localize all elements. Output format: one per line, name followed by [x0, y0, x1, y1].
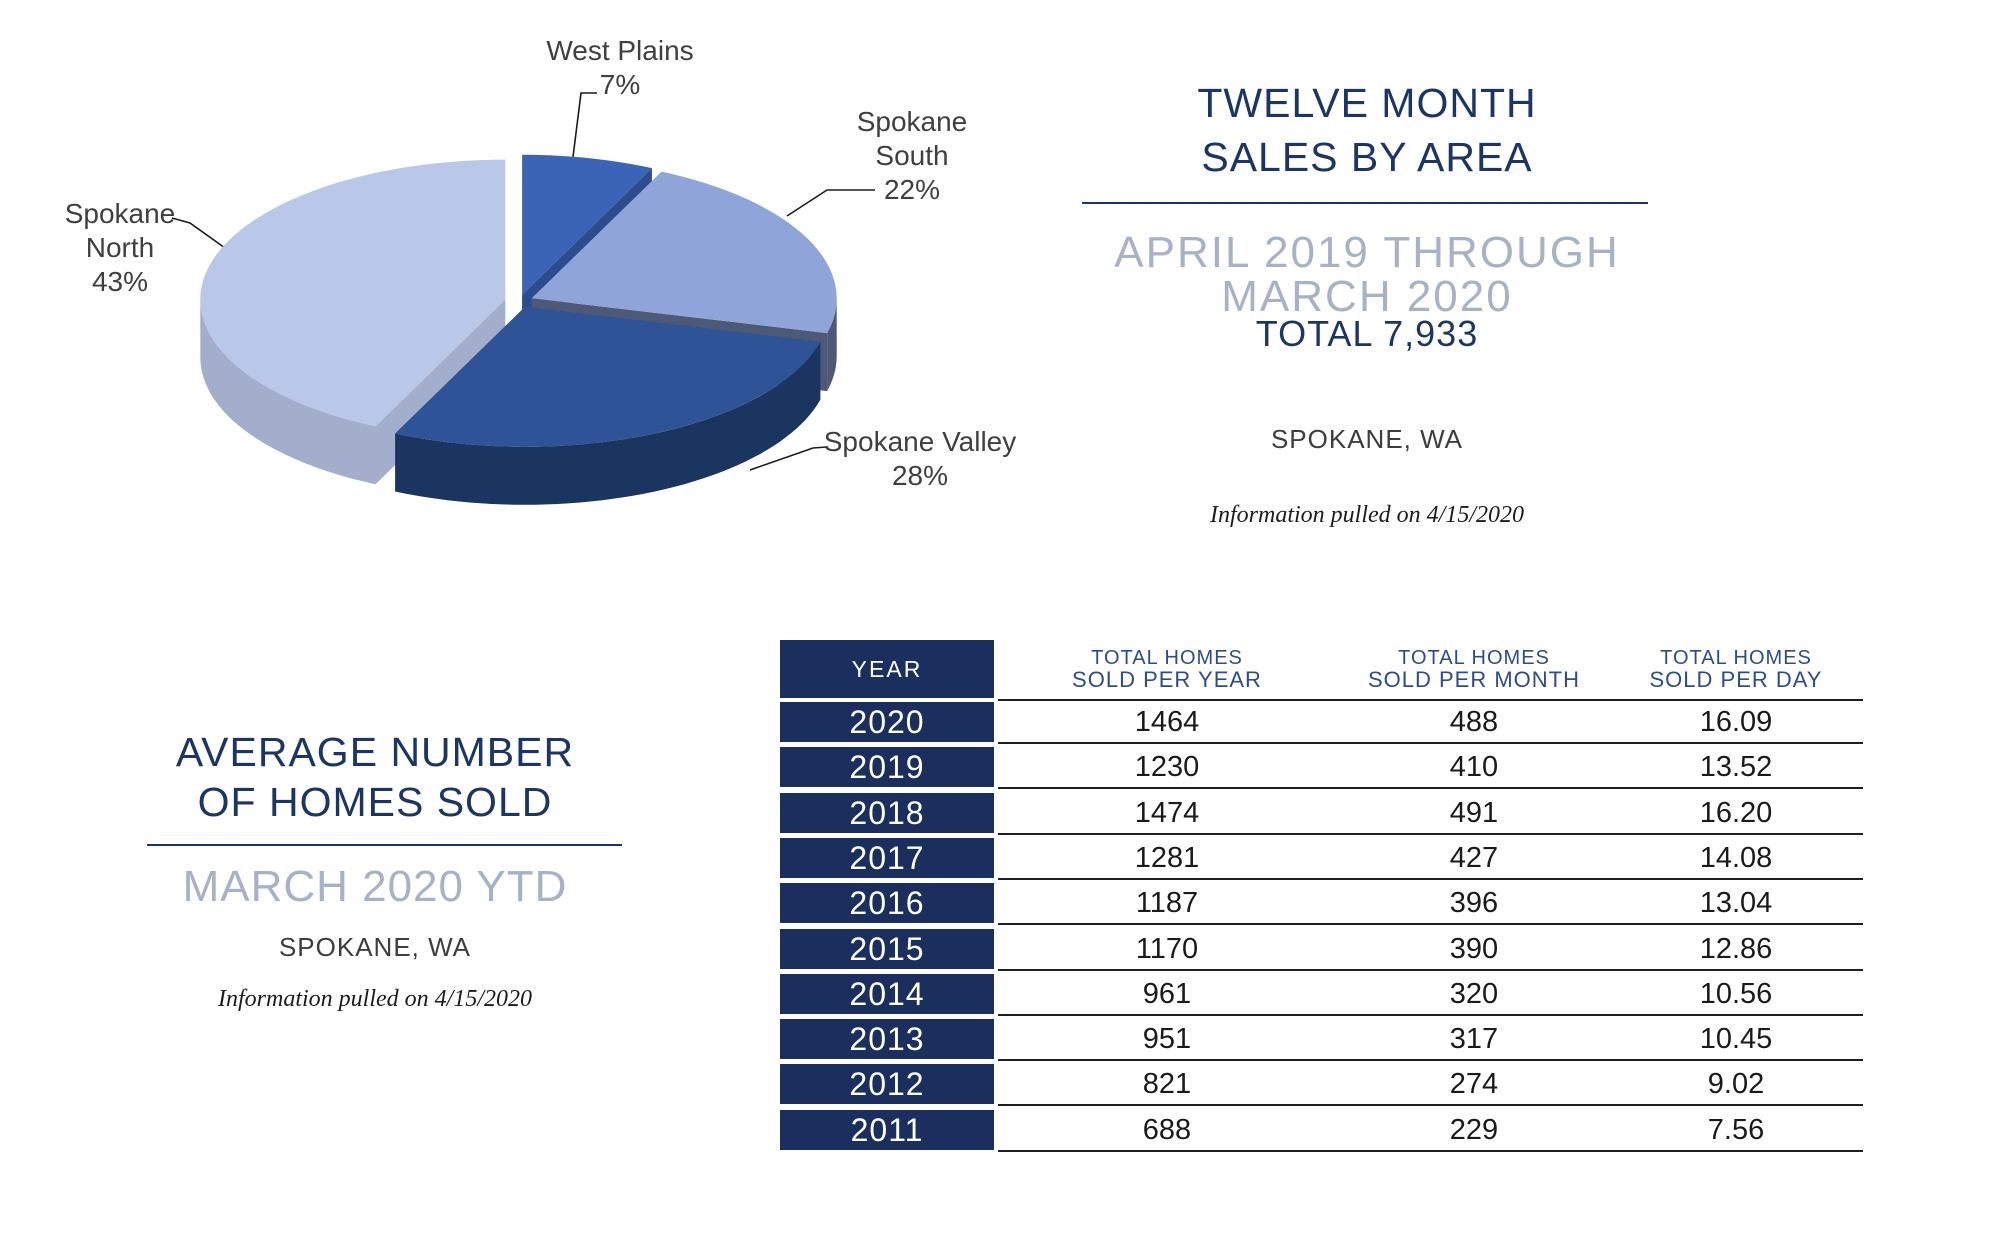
row-separator [998, 969, 1863, 971]
cell-per-year: 1230 [1134, 751, 1200, 783]
table-header-per-month [1324, 640, 1624, 698]
header-line: SOLD PER YEAR [1072, 667, 1262, 692]
year-cell: 2017 [780, 838, 994, 878]
slice-percent: 7% [599, 69, 641, 100]
year-cell: 2014 [780, 974, 994, 1014]
cell-per-month: 488 [1449, 706, 1499, 738]
cell-per-month: 491 [1449, 797, 1499, 829]
slice-name: Spokane South [856, 106, 968, 171]
row-separator [998, 833, 1863, 835]
slice-name: Spokane North [64, 198, 176, 263]
cell-per-year: 688 [1142, 1114, 1192, 1146]
table-header-per-year [1017, 640, 1317, 698]
title-line: AVERAGE NUMBER [175, 729, 575, 775]
cell-per-month: 274 [1449, 1068, 1499, 1100]
year-cell: 2013 [780, 1019, 994, 1059]
cell-per-day: 9.02 [1707, 1068, 1765, 1100]
pie-panel-divider [1082, 202, 1648, 204]
row-separator [998, 1014, 1863, 1016]
cell-per-day: 12.86 [1699, 933, 1773, 965]
row-separator [998, 1104, 1863, 1106]
table-header-year: YEAR [780, 640, 994, 698]
header-line: TOTAL HOMES [1398, 647, 1550, 669]
cell-per-month: 396 [1449, 887, 1499, 919]
row-separator [998, 742, 1863, 744]
header-line: TOTAL HOMES [1091, 647, 1243, 669]
title-line: SALES BY AREA [1201, 134, 1533, 180]
pie-panel-subtitle [1067, 228, 1667, 321]
year-cell: 2012 [780, 1064, 994, 1104]
slice-percent: 22% [883, 174, 941, 205]
cell-per-month: 390 [1449, 933, 1499, 965]
avg-panel-location: SPOKANE, WA [278, 932, 472, 962]
title-line: OF HOMES SOLD [197, 779, 553, 825]
header-line: SOLD PER MONTH [1367, 667, 1581, 692]
header-line: TOTAL HOMES [1660, 647, 1812, 669]
year-cell: 2019 [780, 747, 994, 787]
cell-per-month: 320 [1449, 978, 1499, 1010]
cell-per-day: 10.45 [1699, 1023, 1773, 1055]
row-separator [998, 787, 1863, 789]
avg-panel-title [75, 727, 675, 827]
cell-per-day: 16.09 [1699, 706, 1773, 738]
avg-panel-divider [147, 844, 622, 846]
row-separator [998, 878, 1863, 880]
cell-per-month: 410 [1449, 751, 1499, 783]
slice-name: West Plains [546, 35, 694, 66]
table-header-underline [998, 699, 1863, 701]
pie-label-spokane-north [45, 197, 195, 299]
cell-per-year: 1464 [1134, 706, 1200, 738]
subtitle-line: MARCH 2020 [1221, 272, 1513, 321]
year-cell: 2018 [780, 793, 994, 833]
cell-per-year: 951 [1142, 1023, 1192, 1055]
cell-per-year: 1281 [1134, 842, 1200, 874]
year-cell: 2015 [780, 929, 994, 969]
pie-panel-title [1067, 76, 1667, 184]
pie-panel-location: SPOKANE, WA [1270, 424, 1464, 454]
cell-per-year: 1474 [1134, 797, 1200, 829]
table-header-per-day [1586, 640, 1886, 698]
cell-per-day: 7.56 [1707, 1114, 1765, 1146]
leader-line-west-plains [573, 93, 597, 157]
slice-percent: 43% [91, 266, 149, 297]
cell-per-day: 16.20 [1699, 797, 1773, 829]
cell-per-day: 10.56 [1699, 978, 1773, 1010]
avg-panel-subtitle: MARCH 2020 YTD [182, 862, 568, 911]
cell-per-year: 1170 [1135, 933, 1199, 965]
cell-per-day: 13.04 [1699, 887, 1773, 919]
year-cell: 2016 [780, 883, 994, 923]
year-cell: 2020 [780, 702, 994, 742]
subtitle-line: APRIL 2019 THROUGH [1114, 228, 1620, 277]
slice-name: Spokane Valley [823, 426, 1017, 457]
cell-per-day: 13.52 [1699, 751, 1773, 783]
cell-per-month: 229 [1449, 1114, 1499, 1146]
cell-per-month: 427 [1449, 842, 1499, 874]
cell-per-month: 317 [1449, 1023, 1499, 1055]
title-line: TWELVE MONTH [1197, 80, 1537, 126]
header-line: SOLD PER DAY [1649, 667, 1823, 692]
row-separator [998, 1059, 1863, 1061]
slice-percent: 28% [891, 460, 949, 491]
pie-panel-note: Information pulled on 4/15/2020 [1210, 502, 1524, 528]
cell-per-year: 961 [1142, 978, 1192, 1010]
cell-per-year: 1187 [1135, 887, 1199, 919]
row-separator [998, 923, 1863, 925]
pie-label-spokane-valley [810, 425, 1030, 493]
pie-label-spokane-south [837, 105, 987, 207]
pie-panel-total: TOTAL 7,933 [1255, 313, 1479, 354]
cell-per-day: 14.08 [1699, 842, 1773, 874]
pie-label-west-plains [520, 34, 720, 102]
year-cell: 2011 [780, 1110, 994, 1150]
avg-panel-note: Information pulled on 4/15/2020 [218, 986, 532, 1012]
row-separator [998, 1150, 1863, 1152]
cell-per-year: 821 [1142, 1068, 1192, 1100]
